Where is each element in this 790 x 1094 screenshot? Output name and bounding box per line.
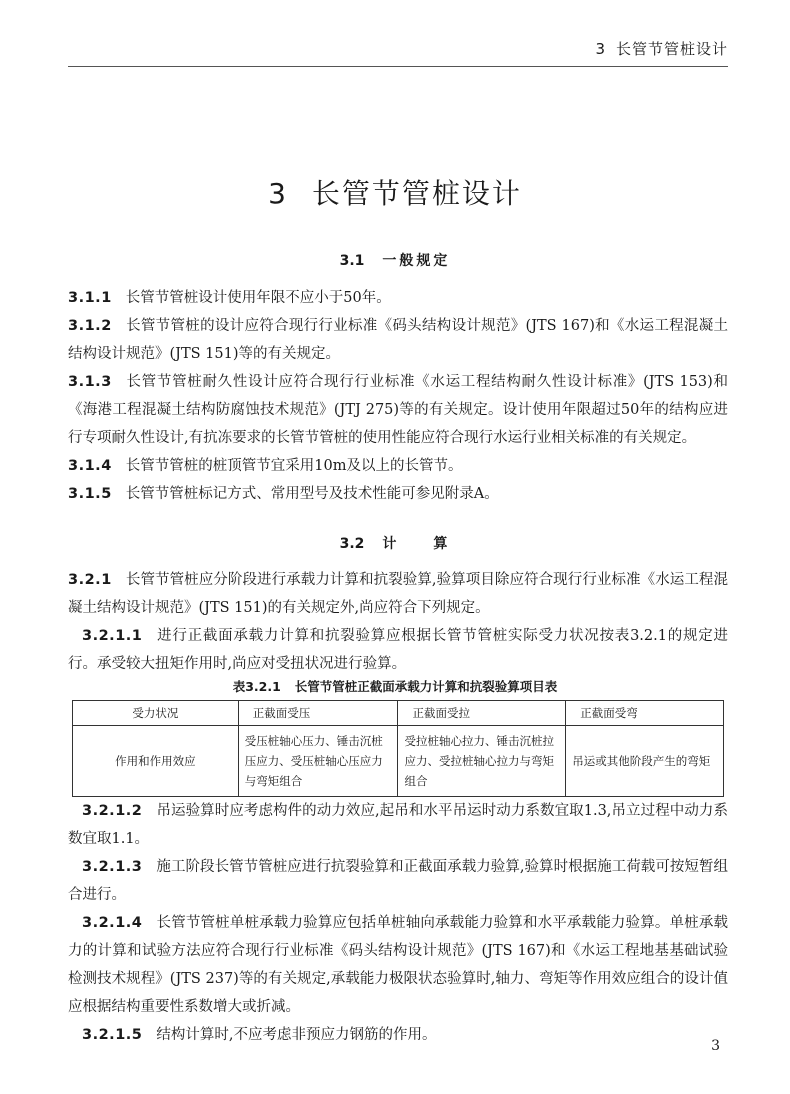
clause-number: 3.1.5 [68, 486, 112, 502]
section-name: 一般规定 [382, 253, 451, 269]
clause-number: 3.2.1.5 [82, 1027, 143, 1043]
clause-number: 3.2.1.3 [82, 859, 143, 875]
clause-number: 3.1.4 [68, 458, 112, 474]
section-3-1-body [68, 284, 728, 508]
table-header-cell: 正截面受弯 [566, 701, 724, 726]
clause-text: 进行正截面承载力计算和抗裂验算应根据长管节管桩实际受力状况按表3.2.1的规定进行。承受较大扭矩作用时,尚应对受扭状况进行验算。 [68, 628, 728, 672]
clause-text: 长管节管桩的设计应符合现行行业标准《码头结构设计规范》(JTS 167)和《水运工程混凝土结构设计规范》(JTS 151)等的有关规定。 [68, 318, 728, 362]
clause-text: 施工阶段长管节管桩应进行抗裂验算和正截面承载力验算,验算时根据施工荷载可按短暂组合进行。 [68, 859, 728, 903]
clause-text: 吊运验算时应考虑构件的动力效应,起吊和水平吊运时动力系数宜取1.3,吊立过程中动力系数宜取1.1。 [68, 803, 728, 847]
clause-3-1-1 [68, 284, 728, 312]
section-number: 3.2 [339, 536, 365, 552]
running-header-chapter-num: 3 [595, 40, 606, 58]
clause-3-1-2 [68, 312, 728, 368]
table-row [73, 726, 724, 797]
check-items-table [72, 700, 724, 797]
clause-3-2-1-3 [68, 853, 728, 909]
clause-3-2-1-2 [68, 797, 728, 853]
clause-3-1-3 [68, 368, 728, 452]
clause-number: 3.1.1 [68, 290, 112, 306]
running-header [68, 38, 728, 59]
clause-3-1-4 [68, 452, 728, 480]
table-title: 长管节管桩正截面承载力计算和抗裂验算项目表 [294, 679, 558, 694]
clause-text: 长管节管桩耐久性设计应符合现行行业标准《水运工程结构耐久性设计标准》(JTS 153)和《海港工程混凝土结构防腐蚀技术规范》(JTJ 275)等的有关规定。设计使用年限超过50年的结构应进行专项耐久性设计,有抗冻要求的长管节管桩的使用性能应符合现行水运行业相关标准的有关规定。 [68, 374, 728, 446]
clause-text: 长管节管桩应分阶段进行承载力计算和抗裂验算,验算项目除应符合现行行业标准《水运工程混凝土结构设计规范》(JTS 151)的有关规定外,尚应符合下列规定。 [68, 572, 728, 616]
table-header-cell: 受力状况 [73, 701, 239, 726]
table-header-cell: 正截面受压 [238, 701, 398, 726]
chapter-number: 3 [268, 177, 288, 210]
table-cell: 受压桩轴心压力、锤击沉桩压应力、受压桩轴心压应力与弯矩组合 [238, 726, 398, 797]
table-caption [0, 677, 790, 695]
clause-3-2-1-1 [68, 622, 728, 678]
clause-number: 3.2.1.2 [82, 803, 143, 819]
running-header-chapter-name: 长管节管桩设计 [615, 40, 728, 58]
section-3-2-intro [68, 566, 728, 678]
chapter-name: 长管节管桩设计 [311, 177, 522, 210]
clause-text: 长管节管桩的桩顶管节宜采用10m及以上的长管节。 [125, 458, 463, 474]
section-title-3-2 [0, 533, 790, 553]
clause-3-2-1-4 [68, 909, 728, 1021]
table-header-cell: 正截面受拉 [398, 701, 566, 726]
clause-3-2-1-5 [68, 1021, 728, 1049]
clause-number: 3.1.2 [68, 318, 112, 334]
clause-text: 结构计算时,不应考虑非预应力钢筋的作用。 [156, 1027, 437, 1043]
table-cell: 吊运或其他阶段产生的弯矩 [566, 726, 724, 797]
clause-number: 3.2.1 [68, 572, 112, 588]
clause-3-1-5 [68, 480, 728, 508]
clause-number: 3.1.3 [68, 374, 112, 390]
clause-text: 长管节管桩标记方式、常用型号及技术性能可参见附录A。 [125, 486, 499, 502]
clause-number: 3.2.1.1 [82, 628, 143, 644]
table-cell: 受拉桩轴心拉力、锤击沉桩拉应力、受拉桩轴心拉力与弯矩组合 [398, 726, 566, 797]
clause-text: 长管节管桩设计使用年限不应小于50年。 [125, 290, 391, 306]
section-name: 计 算 [382, 536, 451, 552]
section-number: 3.1 [339, 253, 365, 269]
section-3-2-body [68, 797, 728, 1049]
clause-number: 3.2.1.4 [82, 915, 143, 931]
clause-3-2-1 [68, 566, 728, 622]
table-cell: 作用和作用效应 [73, 726, 239, 797]
table-number: 表3.2.1 [232, 679, 281, 694]
header-rule [68, 66, 728, 67]
chapter-title [0, 172, 790, 212]
clause-text: 长管节管桩单桩承载力验算应包括单桩轴向承载能力验算和水平承载能力验算。单桩承载力的计算和试验方法应符合现行行业标准《码头结构设计规范》(JTS 167)和《水运工程地基基础试验检测技术规程》(JTS 237)等的有关规定,承载能力极限状态验算时,轴力、弯矩等作用效应组合的设计值应根据结构重要性系数增大或折减。 [68, 915, 728, 1015]
section-title-3-1 [0, 250, 790, 270]
page-number: 3 [711, 1038, 720, 1054]
table-header-row [73, 701, 724, 726]
